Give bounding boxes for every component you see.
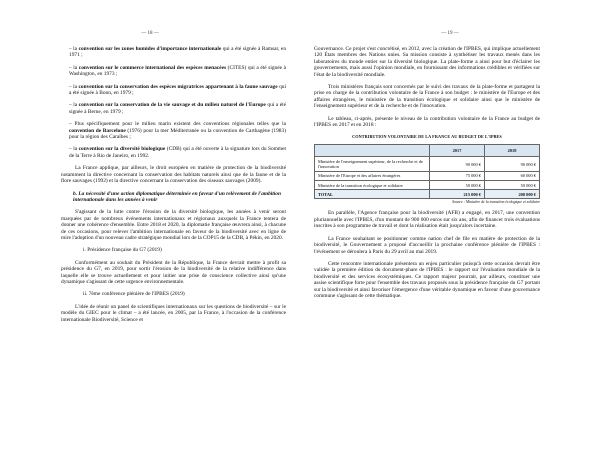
convention-item-detail: qui a été signée à Ramsar, en 1971 ; bbox=[69, 46, 287, 59]
convention-item-detail: (1976) pour la mer Méditerranée ou la convention de Carthagène (1983) pour la région des Caraïbes ; bbox=[69, 127, 286, 141]
convention-item bbox=[69, 46, 286, 59]
convention-list bbox=[61, 46, 286, 159]
right-page-content bbox=[314, 46, 540, 305]
convention-item-detail: (CDB) qui a été ouverte à la signature lors du Sommet de la Terre à Rio de Janeiro, en 1992. bbox=[69, 146, 287, 159]
paragraph-eu-law: La France applique, par ailleurs, le droit européen en matière de protection de la biodiversité notamment la directive concernant la conservation des habitats naturels ainsi que de la faune et de la flore sauvages (1992) et la directive concernant la conservation des oiseaux sauvages (2009). bbox=[61, 165, 286, 185]
table-header-cell: 2018 bbox=[485, 145, 540, 157]
convention-item-prefix: – la bbox=[69, 46, 79, 52]
table-body bbox=[315, 157, 540, 199]
paragraph-table-intro: Le tableau, ci-après, présente le niveau de la contribution volontaire de la France au budget de l'IPBES en 2017 et en 2018 : bbox=[314, 115, 540, 129]
convention-item bbox=[69, 84, 286, 97]
convention-item-prefix: – Plus spécifiquement pour le milieu marin existent des conventions régionales telles que la bbox=[69, 121, 286, 128]
convention-item-detail: (CITES) qui a été signée à Washington, en 1973 ; bbox=[69, 64, 287, 78]
table-row-label: Ministère de l'Europe et des affaires étrangères bbox=[315, 171, 430, 180]
convention-item-prefix: – la bbox=[69, 146, 79, 153]
paragraph-g7: Conformément au souhait du Président de la République, la France devrait mettre à profit sa présidence du G7, en 2019, pour sortir l'érosion de la biodiversité de la relative indifférence dans laquelle elle se trouve actuellement et pour initier une prise de conscience collective ainsi qu'une dynamique s'agissant de cette urgence environnementale. bbox=[61, 259, 286, 285]
convention-item bbox=[69, 65, 286, 78]
table-value-2017: 75 000 € bbox=[430, 171, 485, 180]
subheading-g7: i. Présidence française du G7 (2019) bbox=[83, 247, 162, 254]
table-value-2018: 60 000 € bbox=[485, 171, 540, 180]
table-row bbox=[315, 157, 540, 171]
page-number: — 18 — bbox=[141, 31, 159, 36]
table-row bbox=[315, 190, 540, 199]
table-row bbox=[315, 171, 540, 180]
convention-item-prefix: – la bbox=[69, 83, 79, 90]
paragraph-governance: Gouvernance. Ce projet s'est concrétisé, en 2012, avec la création de l'IPBES, qui implique actuellement 120 États membres des Nations unies. Sa mission consiste à synthétiser les travaux menés dans les laboratoires du monde entier sur la diversité biologique. La plate-forme a ainsi pour but d'éclairer les gouvernements, mais aussi l'opinion mondiale, en fournissant des informations crédibles et vérifiées sur l'état de la biodiversité mondiale. bbox=[314, 46, 540, 78]
table-row-label: TOTAL bbox=[315, 190, 430, 199]
convention-item-detail: qui a été signée à Berne, en 1979 ; bbox=[69, 102, 287, 115]
paragraph-rencontre: Cette rencontre internationale présentera un enjeu particulier puisqu'à cette occasion devrait être validée la première édition du document-phare de l'IPBES : le rapport sur l'évaluation mondiale de la biodiversité et des services écosystémiques. Ce rapport majeur pourrait, par ailleurs, constituer une assise scientifique forte pour l'ensemble des travaux proposés sous la présidence française du G7 portant sur la biodiversité et ainsi favoriser l'émergence d'une véritable dynamique en faveur d'une gouvernance commune s'agissant de cette thématique. bbox=[314, 260, 540, 299]
subheading-ipbes: ii. 7ème conférence plénière de l'IPBES (2019) bbox=[83, 291, 185, 298]
paragraph-ipbes-origin: L'idée de réunir un panel de scientifiques internationaux sur les questions de biodiversité – sur le modèle du GIEC pour le climat – a été lancée, en 2005, par la France, à l'occasion de la conférence internationale Biodiversité, Science et bbox=[61, 303, 286, 323]
left-page-content bbox=[61, 46, 286, 329]
table-caption: CONTRIBUTION VOLONTAIRE DE LA FRANCE AU BUDGET DE L'IPBES bbox=[352, 134, 502, 140]
table-row bbox=[315, 181, 540, 190]
convention-name: convention sur les zones humides d'importance internationale bbox=[78, 46, 222, 52]
convention-name: convention de Barcelone bbox=[69, 127, 126, 134]
paragraph-afb: En parallèle, l'Agence française pour la biodiversité (AFB) a engagé, en 2017, une convention pluriannuelle avec l'IPBES, d'un montant de 900 000 euros sur six ans, afin de financer trois évaluations inscrites à son programme de travail et dont la réalisation était jusqu'alors incertaine. bbox=[314, 210, 540, 230]
table-header-cell bbox=[315, 145, 430, 157]
right-page bbox=[300, 0, 600, 449]
table-value-2017: 215 000 € bbox=[430, 190, 485, 199]
page-number: — 19 — bbox=[441, 31, 459, 36]
table-value-2018: 200 000 € bbox=[485, 190, 540, 199]
convention-item-prefix: – la bbox=[69, 64, 79, 71]
table-value-2017: 50 000 € bbox=[430, 181, 485, 190]
paragraph-diplomacy: S'agissant de la lutte contre l'érosion de la diversité biologique, les années à venir seront marquées par de nombreux événements internationaux et régionaux auxquels la France tentera de donner une cohérence d'ensemble. Entre 2018 et 2020, la diplomatie française œuvrera ainsi, à chacune de ces occasions, pour relever l'ambition internationale en faveur de la biodiversité avec en ligne de mire l'adoption d'un nouveau cadre stratégique mondial lors de la COP15 de la CDB, à Pékin, en 2020. bbox=[61, 209, 286, 241]
convention-name: convention sur le commerce international des espèces menacées bbox=[78, 64, 227, 71]
convention-name: convention sur la diversité biologique bbox=[78, 146, 166, 153]
table-row-label: Ministère de l'enseignement supérieur, de la recherche et de l'innovation bbox=[315, 157, 430, 171]
paragraph-ministries: Trois ministères français sont concernés par le suivi des travaux de la plate-forme et partagent la prise en charge de la contribution volontaire de la France à son budget : le ministère de l'Europe et des affaires étrangères, le ministère de la transition écologique et solidaire ainsi que le ministère de l'enseignement supérieur et de la recherche et de l'innovation. bbox=[314, 84, 540, 110]
convention-item bbox=[69, 121, 286, 140]
section-heading: b. La nécessité d'une action diplomatique déterminée en faveur d'un relèvement de l'ambition internationale dans les années à venir bbox=[73, 190, 281, 203]
convention-item bbox=[69, 146, 286, 159]
table-value-2017: 90 000 € bbox=[430, 157, 485, 171]
convention-item bbox=[69, 102, 286, 115]
table-row-label: Ministère de la transition écologique et solidaire bbox=[315, 181, 430, 190]
table-value-2018: 50 000 € bbox=[485, 181, 540, 190]
convention-name: convention sur la conservation des espèces migratrices appartenant à la faune sauvage bbox=[78, 83, 278, 90]
convention-name: convention sur la conservation de la vie sauvage et du milieu naturel de l'Europe bbox=[78, 102, 266, 109]
convention-item-prefix: – la bbox=[69, 102, 79, 109]
table-source: Source : Ministère de la transition écologique et solidaire bbox=[452, 200, 540, 205]
table-header-row bbox=[315, 145, 540, 157]
paragraph-plenary: La France souhaitant se positionner comme nation chef de file en matière de protection de la biodiversité, le Gouvernement a proposé d'accueillir la prochaine conférence plénière de l'IPBES : l'événement se déroulera à Paris du 29 avril au mai 2019. bbox=[314, 235, 540, 255]
table-header-cell: 2017 bbox=[430, 145, 485, 157]
convention-item-detail: qui a été signée à Bonn, en 1979 ; bbox=[69, 83, 286, 97]
contribution-table bbox=[314, 144, 540, 199]
table-value-2018: 90 000 € bbox=[485, 157, 540, 171]
